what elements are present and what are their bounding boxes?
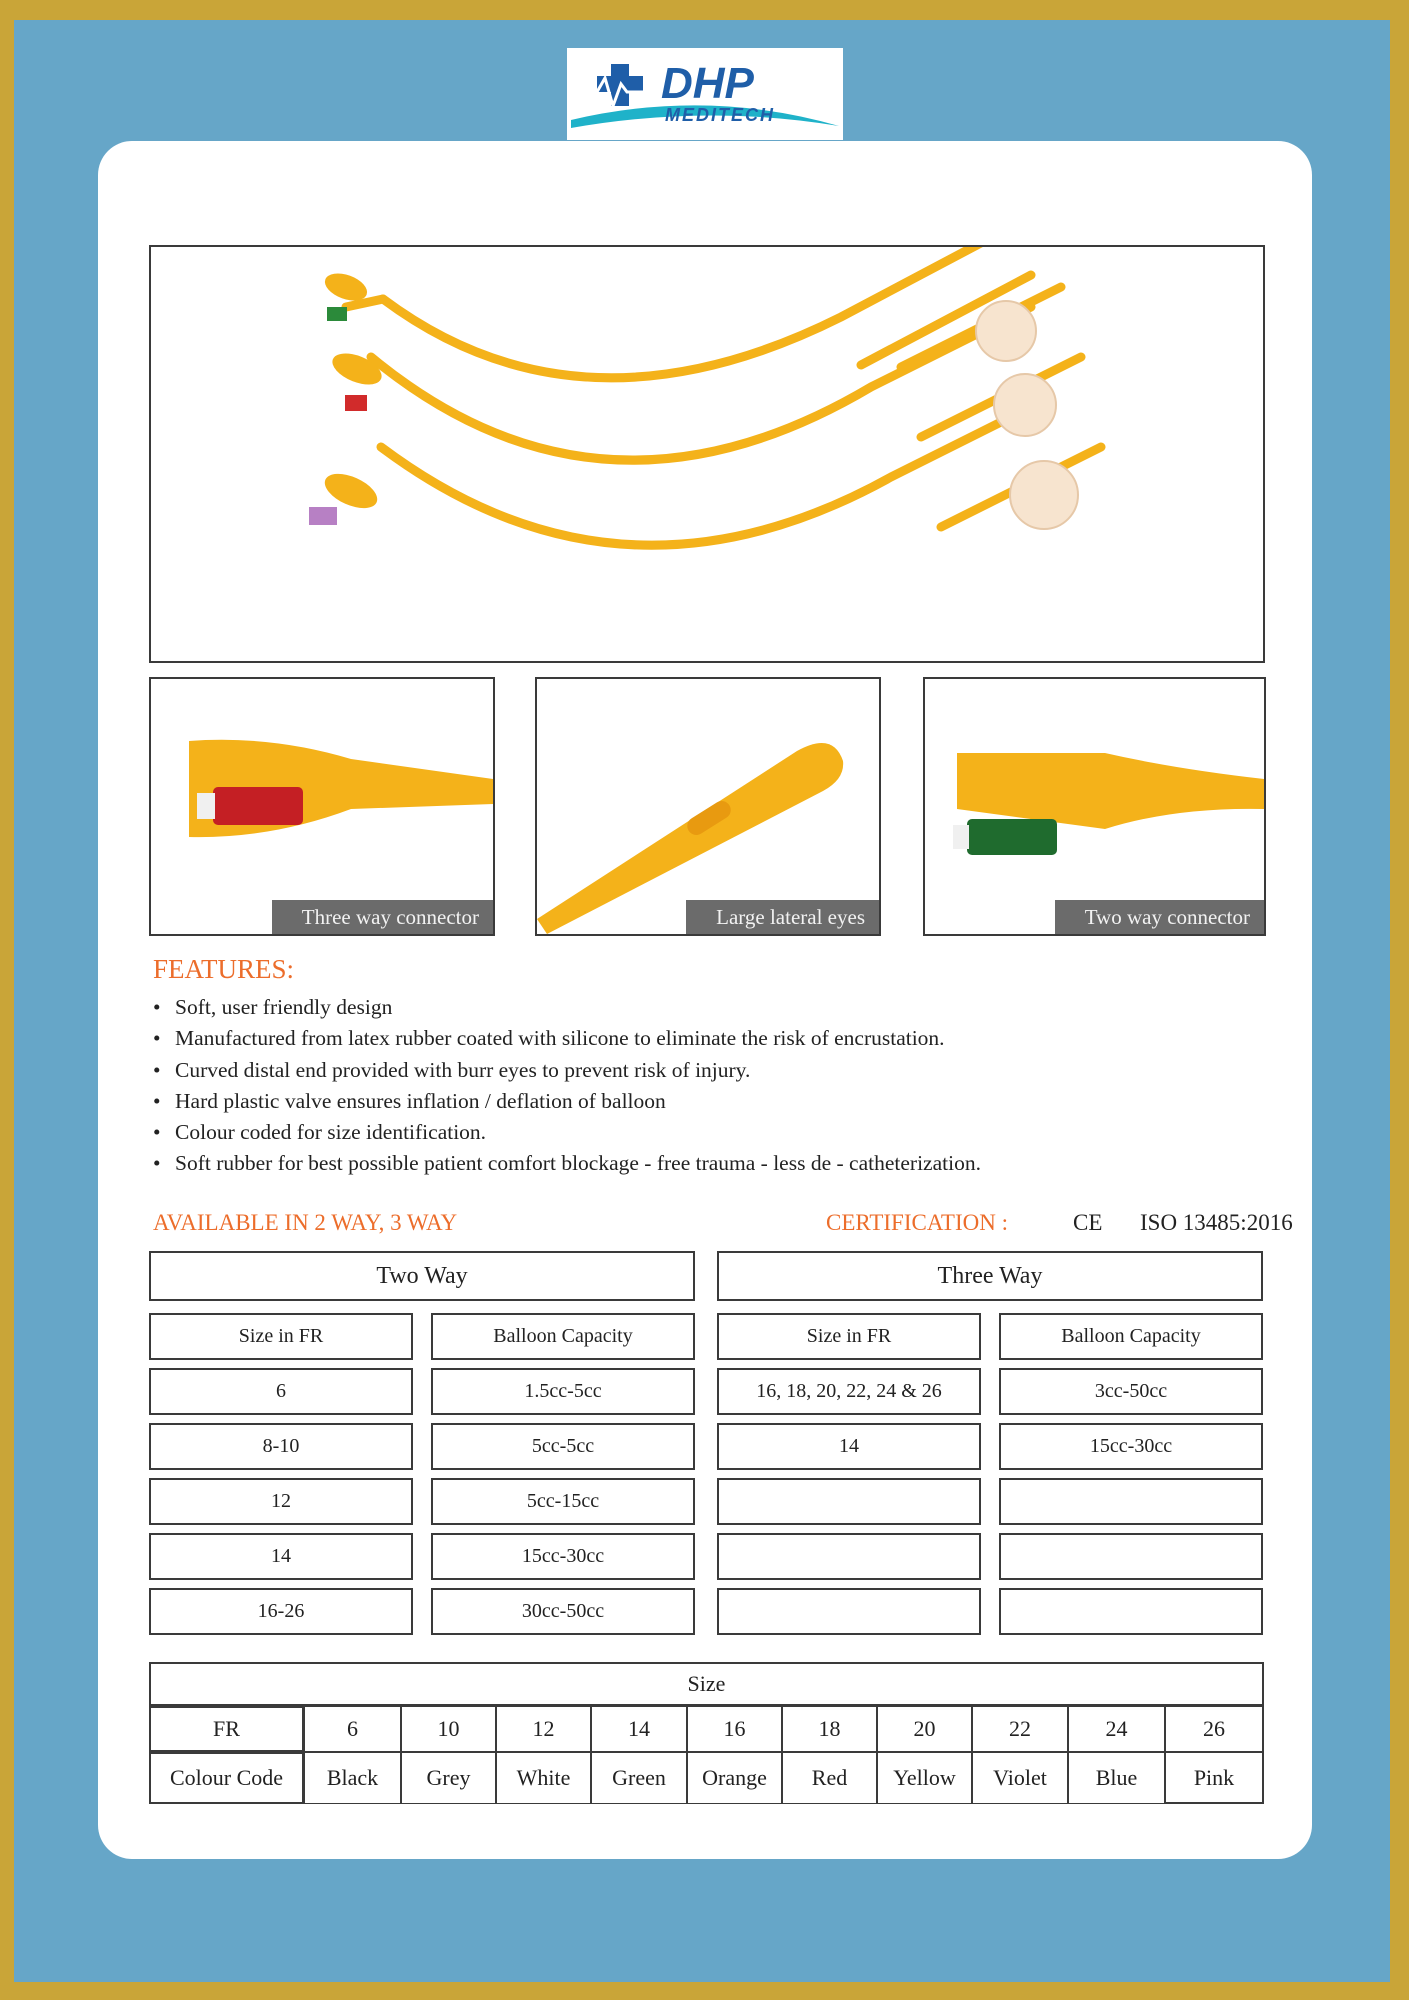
fr-label: FR bbox=[149, 1706, 304, 1752]
three-way-col-size: Size in FR bbox=[717, 1313, 981, 1360]
colour-cell: Orange bbox=[687, 1752, 782, 1804]
size-cell: 16 bbox=[687, 1706, 782, 1752]
colour-cell: White bbox=[496, 1752, 591, 1804]
three-way-capacity bbox=[999, 1533, 1263, 1580]
certification-iso: ISO 13485:2016 bbox=[1140, 1210, 1293, 1235]
features-title: FEATURES: bbox=[153, 954, 295, 984]
lateral-eyes-illustration bbox=[537, 679, 879, 934]
colour-cell: Grey bbox=[401, 1752, 496, 1804]
colour-cell: Violet bbox=[972, 1752, 1068, 1804]
three-way-capacity: 3cc-50cc bbox=[999, 1368, 1263, 1415]
certification-ce: CE bbox=[1073, 1210, 1103, 1235]
detail-image-three-way bbox=[149, 677, 495, 936]
colour-cell: Yellow bbox=[877, 1752, 972, 1804]
two-way-capacity: 5cc-5cc bbox=[431, 1423, 695, 1470]
caption-lateral-eyes: Large lateral eyes bbox=[686, 900, 879, 934]
size-cell: 6 bbox=[304, 1706, 401, 1752]
main-product-image bbox=[149, 245, 1265, 663]
two-way-size: 8-10 bbox=[149, 1423, 413, 1470]
two-way-col-balloon: Balloon Capacity bbox=[431, 1313, 695, 1360]
three-way-size: 16, 18, 20, 22, 24 & 26 bbox=[717, 1368, 981, 1415]
caption-three-way: Three way connector bbox=[272, 900, 493, 934]
size-cell: 24 bbox=[1068, 1706, 1165, 1752]
two-way-capacity: 5cc-15cc bbox=[431, 1478, 695, 1525]
two-way-capacity: 15cc-30cc bbox=[431, 1533, 695, 1580]
size-cell: 22 bbox=[972, 1706, 1068, 1752]
features-list bbox=[153, 992, 981, 1180]
brand-name: DHP bbox=[661, 59, 754, 108]
two-way-size: 16-26 bbox=[149, 1588, 413, 1635]
caption-two-way: Two way connector bbox=[1055, 900, 1264, 934]
three-way-size bbox=[717, 1478, 981, 1525]
size-cell: 20 bbox=[877, 1706, 972, 1752]
size-table-title: Size bbox=[149, 1662, 1264, 1706]
two-way-size: 6 bbox=[149, 1368, 413, 1415]
three-way-size: 14 bbox=[717, 1423, 981, 1470]
two-way-capacity: 30cc-50cc bbox=[431, 1588, 695, 1635]
three-way-size bbox=[717, 1588, 981, 1635]
colour-code-label: Colour Code bbox=[149, 1752, 304, 1804]
two-way-size: 14 bbox=[149, 1533, 413, 1580]
dhp-logo-icon bbox=[567, 48, 843, 140]
feature-item: • Soft rubber for best possible patient comfort blockage - free trauma - less de - catheterization. bbox=[153, 1148, 981, 1179]
colour-cell: Green bbox=[591, 1752, 687, 1804]
brand-subtitle: MEDITECH bbox=[665, 105, 775, 125]
colour-cell: Black bbox=[304, 1752, 401, 1804]
size-colour-table bbox=[149, 1662, 1264, 1804]
size-cell: 12 bbox=[496, 1706, 591, 1752]
two-way-col-size: Size in FR bbox=[149, 1313, 413, 1360]
size-cell: 10 bbox=[401, 1706, 496, 1752]
two-way-title: Two Way bbox=[149, 1251, 695, 1301]
feature-item: • Curved distal end provided with burr eyes to prevent risk of injury. bbox=[153, 1055, 981, 1086]
availability-label: AVAILABLE IN 2 WAY, 3 WAY bbox=[153, 1210, 458, 1235]
feature-item: • Hard plastic valve ensures inflation / deflation of balloon bbox=[153, 1086, 981, 1117]
feature-item: • Colour coded for size identification. bbox=[153, 1117, 981, 1148]
feature-item: • Manufactured from latex rubber coated with silicone to eliminate the risk of encrustation. bbox=[153, 1023, 981, 1054]
three-way-capacity: 15cc-30cc bbox=[999, 1423, 1263, 1470]
detail-image-two-way bbox=[923, 677, 1266, 936]
detail-image-lateral-eyes bbox=[535, 677, 881, 936]
three-way-capacity bbox=[999, 1478, 1263, 1525]
three-way-size bbox=[717, 1533, 981, 1580]
certification-label: CERTIFICATION : bbox=[826, 1210, 1008, 1235]
size-cell: 14 bbox=[591, 1706, 687, 1752]
size-cell: 18 bbox=[782, 1706, 877, 1752]
colour-cell: Pink bbox=[1165, 1752, 1264, 1804]
catheters-illustration bbox=[151, 247, 1263, 661]
three-way-col-balloon: Balloon Capacity bbox=[999, 1313, 1263, 1360]
two-way-size: 12 bbox=[149, 1478, 413, 1525]
three-way-title: Three Way bbox=[717, 1251, 1263, 1301]
brand-logo bbox=[567, 48, 843, 140]
colour-cell: Blue bbox=[1068, 1752, 1165, 1804]
two-way-capacity: 1.5cc-5cc bbox=[431, 1368, 695, 1415]
two-way-connector-illustration bbox=[925, 679, 1264, 934]
colour-cell: Red bbox=[782, 1752, 877, 1804]
three-way-capacity bbox=[999, 1588, 1263, 1635]
feature-item: • Soft, user friendly design bbox=[153, 992, 981, 1023]
size-cell: 26 bbox=[1165, 1706, 1264, 1752]
three-way-connector-illustration bbox=[151, 679, 493, 934]
